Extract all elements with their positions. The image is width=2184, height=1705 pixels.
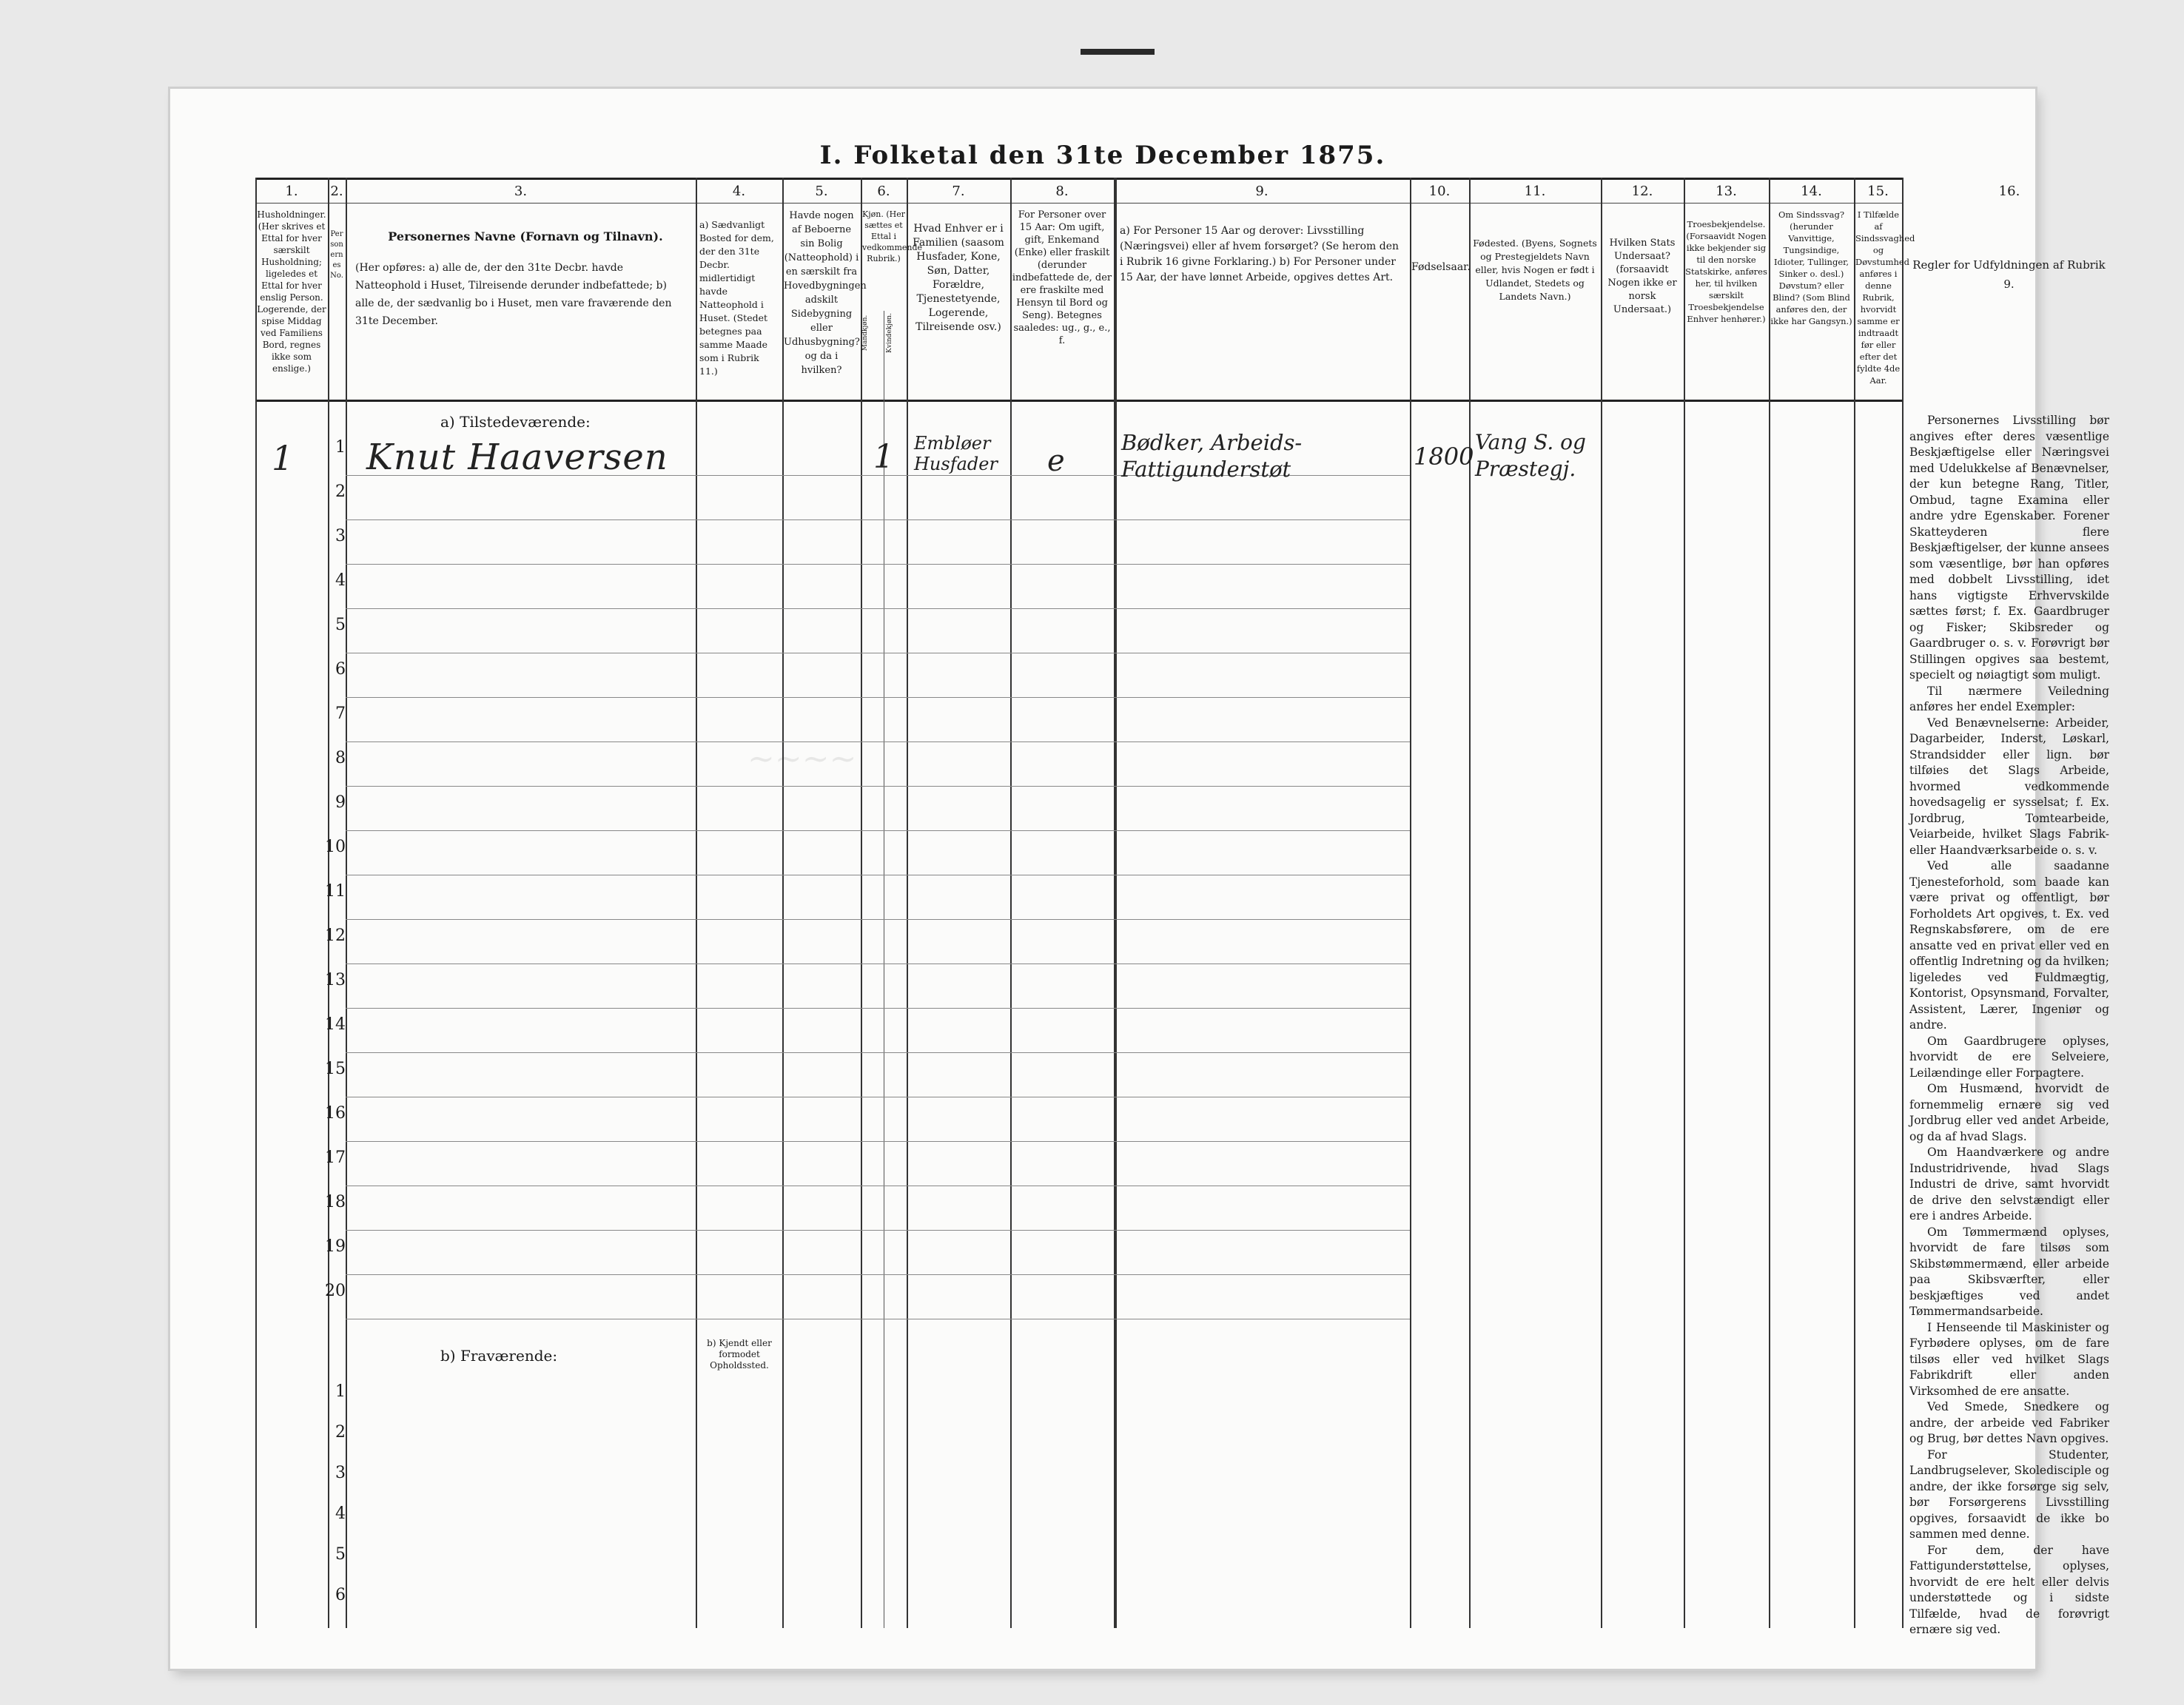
- header-sex-male: Mandkjøn.: [861, 315, 869, 352]
- absent-row-number: 4: [335, 1504, 346, 1523]
- row-number: 20: [325, 1282, 346, 1300]
- absent-residence-label: b) Kjendt eller formodet Opholdssted.: [707, 1338, 772, 1371]
- rules-paragraphs: [1909, 413, 2109, 1638]
- col-border-left: [255, 178, 257, 1628]
- entry-birth-year: 1800: [1414, 443, 1474, 471]
- col-border-6: [907, 178, 908, 1628]
- section-present: a) Tilstedeværende:: [440, 413, 591, 431]
- colnum-3: 3.: [514, 184, 528, 199]
- row-rule: [346, 1141, 1410, 1142]
- col-border-8-fold: [1114, 178, 1117, 1628]
- row-rule: [346, 1008, 1410, 1009]
- row-number: 17: [325, 1149, 346, 1167]
- absent-row-number: 6: [335, 1586, 346, 1604]
- row-rule: [346, 1230, 1410, 1231]
- row-rule: [346, 741, 1410, 742]
- col-border-13: [1769, 178, 1770, 1628]
- entry-family-role: Embløer Husfader: [914, 433, 998, 474]
- page-title: [170, 141, 2035, 170]
- rules-paragraph: I Henseende til Maskinister og Fyrbødere oplyses, om de fare tilsøs eller ved hvilket Slags Fabrikdrift eller anden Virksomhed de ere ansatte.: [1909, 1320, 2109, 1398]
- row-rule: [346, 786, 1410, 787]
- col-border-9: [1410, 178, 1411, 1628]
- rules-text: [1909, 413, 2109, 1638]
- row-rule: [346, 519, 1410, 520]
- header-nationality: Hvilken Stats Undersaat? (forsaavidt Nogen ikke er norsk Undersaat.): [1607, 238, 1677, 315]
- header-rules: Regler for Udfyldningen af Rubrik 9.: [1912, 258, 2106, 291]
- absent-row-number: 2: [335, 1423, 346, 1442]
- header-disability-onset: I Tilfælde af Sindssvaghed og Døvstumhed anføres i denne Rubrik, hvorvidt samme er indtraadt før eller efter det fyldte 4de Aar.: [1855, 209, 1915, 386]
- row-number: 9: [335, 793, 346, 812]
- colnum-4: 4.: [732, 184, 746, 199]
- col-border-14: [1854, 178, 1855, 1628]
- col-border-12: [1684, 178, 1685, 1628]
- colnum-rule: [255, 203, 1902, 204]
- rules-paragraph: For Studenter, Landbrugselever, Skoledisciple og andre, der ikke forsørge sig selv, bør Forsørgerens Livsstilling opgives, forsaavidt de ikke bo sammen med denne.: [1909, 1447, 2109, 1541]
- rules-paragraph: Om Tømmermænd oplyses, hvorvidt de fare tilsøs som Skibstømmermænd, eller arbeide paa Skibsværfter, eller beskjæftiges ved andet Tømmermandsarbeide.: [1909, 1225, 2109, 1318]
- rules-paragraph: Ved Smede, Snedkere og andre, der arbeide ved Fabriker og Brug, bør dettes Navn opgives.: [1909, 1400, 2109, 1445]
- header-disability: Om Sindssvag? (herunder Vanvittige, Tungsindige, Idioter, Tullinger, Sinker o. desl.) Døvstum? eller Blind? (Som Blind anføres den, der ikke har Gangsyn.): [1770, 209, 1852, 326]
- row-number: 15: [325, 1060, 346, 1078]
- row-number: 8: [335, 749, 346, 767]
- row-number: 5: [335, 616, 346, 634]
- colnum-6: 6.: [877, 184, 890, 199]
- absent-row-number: 5: [335, 1545, 346, 1564]
- colnum-2: 2.: [330, 184, 343, 199]
- header-usual-residence: a) Sædvanligt Bosted for dem, der den 31te Decbr. midlertidigt havde Natteophold i Huset. (Stedet betegnes paa samme Maade som i Rubrik 11.): [699, 219, 774, 377]
- row-number: 11: [325, 882, 346, 901]
- row-number: 3: [335, 527, 346, 545]
- rules-paragraph: Om Gaardbrugere oplyses, hvorvidt de ere Selveiere, Leilændinge eller Forpagtere.: [1909, 1034, 2109, 1080]
- col-border-3: [696, 178, 697, 1628]
- colnum-8: 8.: [1055, 184, 1069, 199]
- title-text: I. Folketal den 31te December 1875.: [819, 141, 1386, 170]
- header-names-title: Personernes Navne (Fornavn og Tilnavn).: [388, 229, 663, 243]
- row-number: 16: [325, 1104, 346, 1123]
- colnum-7: 7.: [952, 184, 965, 199]
- row-number: 18: [325, 1193, 346, 1211]
- colnum-5: 5.: [815, 184, 828, 199]
- header-households: Husholdninger. (Her skrives et Ettal for hver særskilt Husholdning; ligeledes et Ettal for hver enslig Person. Logerende, der spise Middag ved Familiens Bord, regnes ikke som enslige.): [257, 209, 326, 374]
- census-table: [255, 178, 2109, 1636]
- header-side-building: Havde nogen af Beboerne sin Bolig (Natteophold) i en særskilt fra Hovedbygningen adskilt Sidebygning eller Udhusbygning? og da i hvilken?: [784, 210, 867, 376]
- row-number: 1: [335, 438, 346, 457]
- row-number: 10: [325, 838, 346, 856]
- entry-household: 1: [272, 438, 294, 478]
- col-border-15: [1902, 178, 1904, 1628]
- row-rule: [346, 1052, 1410, 1053]
- row-rule: [346, 697, 1410, 698]
- rules-paragraph: Om Haandværkere og andre Industridrivende, hvad Slags Industri de drive, samt hvorvidt de drive den selvstændigt eller ere i andres Arbeide.: [1909, 1146, 2109, 1223]
- header-person-no: Personernes No.: [330, 230, 343, 280]
- header-birth-year: Fødselsaar.: [1411, 261, 1471, 273]
- row-number: 14: [325, 1015, 346, 1034]
- col-border-10: [1469, 178, 1471, 1628]
- header-bottom-rule: [255, 400, 1902, 402]
- row-number: 13: [325, 971, 346, 989]
- rules-paragraph: Ved Benævnelserne: Arbeider, Dagarbeider, Inderst, Løskarl, Strandsidder eller lign. bør tilføies det Slags Arbeide, hvormed vedkommende hovedsagelig er sysselsat; f. Ex. Jordbrug, Tomtearbeide, Veiarbeide, hvilket Slags Fabrik- eller Haandværksarbeide o. s. v.: [1909, 716, 2109, 857]
- header-civil-status: For Personer over 15 Aar: Om ugift, gift, Enkemand (Enke) eller fraskilt (derunder indbefattede de, der ere fraskilte med Hensyn til Bord og Seng). Betegnes saaledes: ug., g., e., f.: [1012, 209, 1112, 346]
- show-through: ~~~~: [747, 740, 857, 778]
- census-sheet: [170, 89, 2109, 1669]
- row-number: 19: [325, 1237, 346, 1256]
- col-border-11: [1601, 178, 1602, 1628]
- colnum-14: 14.: [1801, 184, 1822, 199]
- colnum-16: 16.: [1998, 184, 2020, 199]
- entry-civil-status: e: [1047, 444, 1065, 478]
- colnum-13: 13.: [1716, 184, 1737, 199]
- header-names-text: (Her opføres: a) alle de, der den 31te Decbr. havde Natteophold i Huset, Tilreisende derunder indbefattede; b) alle de, der sædvanlig bo i Huset, men vare fraværende den 31te December.: [355, 262, 672, 327]
- entry-sex-male: 1: [873, 438, 894, 476]
- col-border-1: [328, 178, 329, 1628]
- colnum-1: 1.: [285, 184, 298, 199]
- entry-name: Knut Haaversen: [366, 437, 668, 478]
- absent-row-number: 3: [335, 1464, 346, 1482]
- header-sex: Kjøn. (Her sættes et Ettal i vedkommende Rubrik.): [862, 209, 923, 263]
- absent-row-number: 1: [335, 1382, 346, 1401]
- row-number: 4: [335, 571, 346, 590]
- col-border-7: [1010, 178, 1012, 1628]
- row-rule: [346, 830, 1410, 831]
- header-occupation: a) For Personer 15 Aar og derover: Livsstilling (Næringsvei) eller af hvem forsørget? (Se herom den i Rubrik 16 givne Forklaring.) b) For Personer under 15 Aar, der have lønnet Arbeide, opgives dettes Art.: [1120, 225, 1400, 283]
- colnum-15: 15.: [1867, 184, 1889, 199]
- colnum-12: 12.: [1631, 184, 1653, 199]
- entry-occupation: Bødker, Arbeids- Fattigunderstøt: [1121, 430, 1303, 482]
- rules-paragraph: For dem, der have Fattigunderstøttelse, oplyses, hvorvidt de ere helt eller delvis understøttede og i sidste Tilfælde, hvad de forøvrigt ernære sig ved.: [1909, 1543, 2109, 1636]
- col-border-4: [782, 178, 784, 1628]
- header-religion: Troesbekjendelse. (Forsaavidt Nogen ikke bekjender sig til den norske Statskirke, anføres her, til hvilken særskilt Troesbekjendelse Enhver henhører.): [1685, 219, 1767, 324]
- row-rule: [346, 1274, 1410, 1275]
- col-border-2: [346, 178, 347, 1628]
- rules-paragraph: Om Husmænd, hvorvidt de fornemmelig ernære sig ved Jordbrug eller ved andet Arbeide, og da af hvad Slags.: [1909, 1082, 2109, 1143]
- entry-birthplace: Vang S. og Præstegj.: [1475, 430, 1586, 481]
- colnum-11: 11.: [1524, 184, 1546, 199]
- header-birthplace: Fødested. (Byens, Sognets og Prestegjeldets Navn eller, hvis Nogen er født i Udlandet, Stedets og Landets Navn.): [1473, 238, 1597, 302]
- colnum-9: 9.: [1255, 184, 1269, 199]
- colnum-10: 10.: [1428, 184, 1451, 199]
- row-number: 7: [335, 704, 346, 723]
- top-rule: [255, 178, 1902, 180]
- row-number: 2: [335, 482, 346, 501]
- row-rule: [346, 608, 1410, 609]
- rules-paragraph: Ved alle saadanne Tjenesteforhold, som baade kan være privat og offentligt, bør Forholdets Art opgives, t. Ex. ved Regnskabsførere, om de ere ansatte ved en privat eller ved en offentlig Indretning og da hvilken; ligeledes ved Fuldmægtig, Kontorist, Opsynsmand, Forvalter, Assistent, Lærer, Ingeniør og andre.: [1909, 859, 2109, 1032]
- section-absent: b) Fraværende:: [440, 1347, 558, 1365]
- row-rule: [346, 564, 1410, 565]
- rules-paragraph: Personernes Livsstilling bør angives efter deres væsentlige Beskjæftigelse eller Næringsvei med Udelukkelse af Benævnelser, der kun betegne Rang, Titler, Ombud, tagne Examina eller andre ydre Egenskaber. Forener Skatteyderen flere Beskjæftigelser, der kunne ansees som væsentlige, bør han opføres med dobbelt Livsstilling, idet hans vigtigste Erhvervskilde sættes først; f. Ex. Gaardbruger og Fisker; Skibsreder og Gaardbruger o. s. v. Forøvrigt bør Stillingen opgives saa bestemt, specielt og nøiagtigt som muligt.: [1909, 414, 2109, 682]
- header-sex-female: Kvindekjøn.: [886, 313, 893, 353]
- header-family-role: Hvad Enhver er i Familien (saasom Husfader, Kone, Søn, Datter, Forældre, Tjenestetyende, Logerende, Tilreisende osv.): [913, 223, 1004, 333]
- row-number: 12: [325, 927, 346, 945]
- col-border-5: [861, 178, 862, 1628]
- scan-mark: [1081, 49, 1155, 55]
- rules-paragraph: Til nærmere Veiledning anføres her endel Exempler:: [1909, 684, 2109, 713]
- row-rule: [346, 919, 1410, 920]
- row-number: 6: [335, 660, 346, 679]
